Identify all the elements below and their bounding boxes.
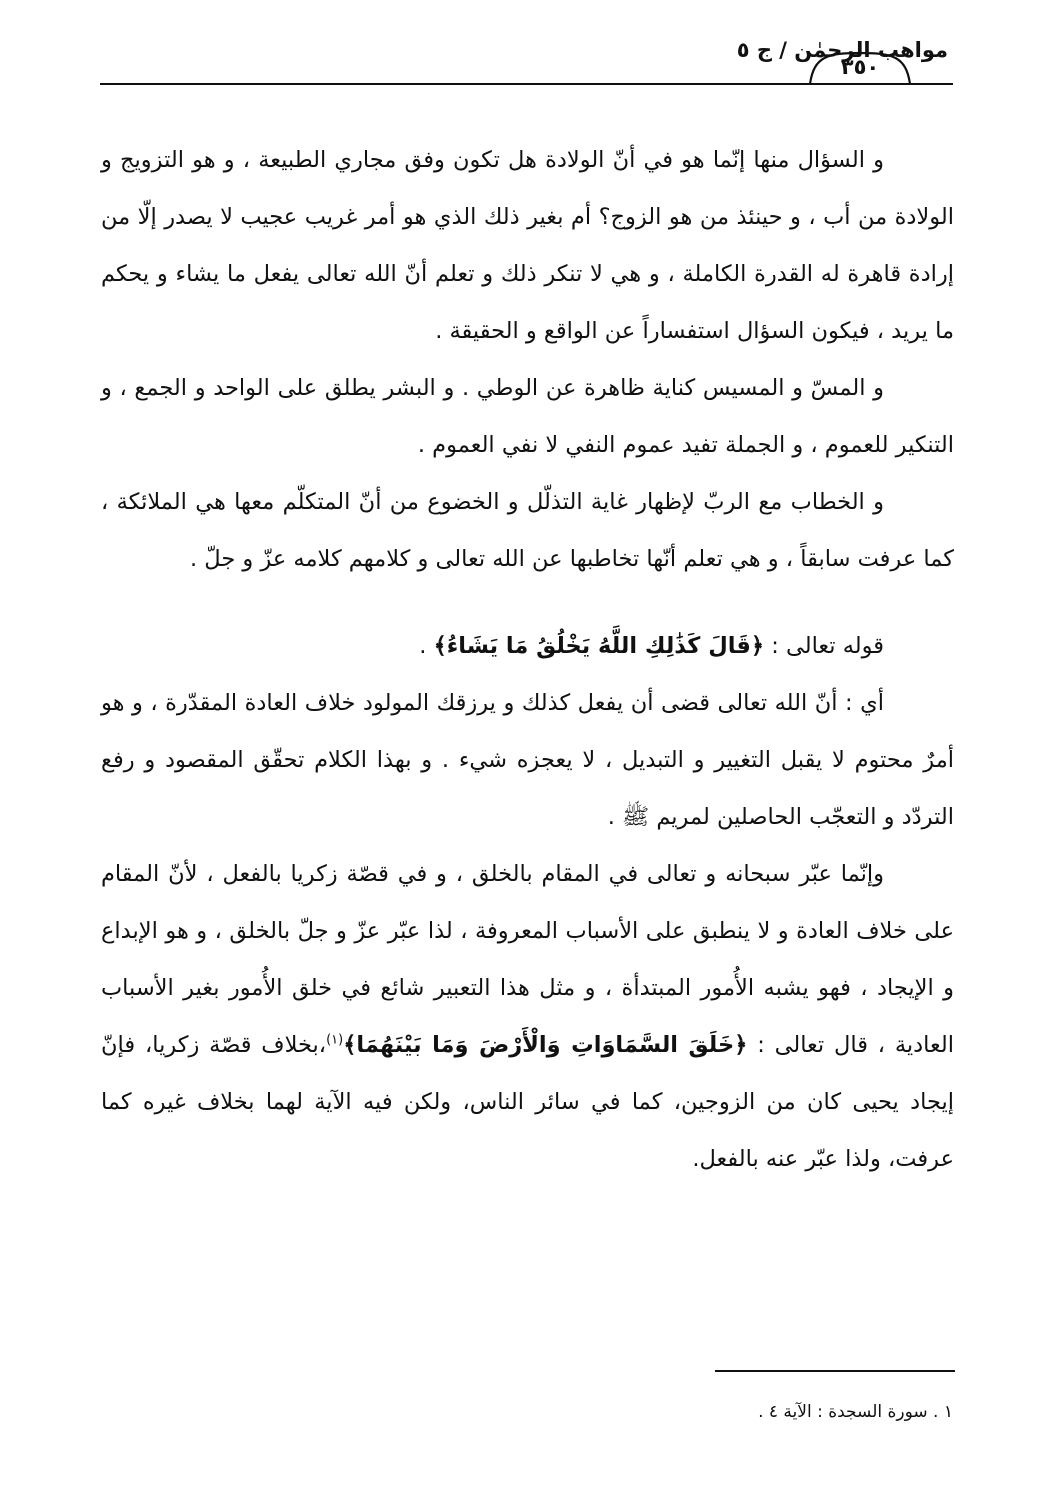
page-number-badge	[808, 50, 912, 86]
footnote-marker: (١)	[326, 1032, 344, 1048]
paragraph-6	[101, 846, 954, 1188]
quran-verse: ﴿قَالَ كَذَٰلِكِ اللَّهُ يَخْلُقُ مَا يَشَاءُ﴾	[433, 633, 765, 659]
paragraph-6-part-1: وإنّما عبّر سبحانه و تعالى في المقام بالخلق ، و في قصّة زكريا بالفعل ، لأنّ المقام على خلاف العادة و لا ينطبق على الأسباب المعروفة ، لذا عبّر عزّ و جلّ بالخلق ، و هو الإبداع و الإيجاد ، فهو يشبه الأُمور المبتدأة ، و مثل هذا التعبير شائع في خلق الأُمور بغير الأسباب العادية ، قال تعالى :	[101, 861, 954, 1058]
paragraph-3: و الخطاب مع الربّ لإظهار غاية التذلّل و الخضوع من أنّ المتكلّم معها هي الملائكة ، كما عرفت سابقاً ، و هي تعلم أنّها تخاطبها عن الله تعالى و كلامهم كلامه عزّ و جلّ .	[101, 489, 954, 572]
paragraph-6-part-2: ،بخلاف قصّة زكريا، فإنّ إيجاد يحيى كان من الزوجين، كما في سائر الناس، ولكن فيه الآية لهما بخلاف غيره كما عرفت، ولذا عبّر عنه بالفعل.	[101, 1032, 954, 1172]
paragraph-4	[101, 618, 954, 675]
verse-end: .	[419, 633, 434, 659]
footnote-rule	[715, 1370, 955, 1372]
running-title: مواهب الرحمٰن / ج ٥	[736, 38, 948, 62]
paragraph-5: أي : أنّ الله تعالى قضى أن يفعل كذلك و يرزقك المولود خلاف العادة المقدّرة ، و هو أمرٌ محتوم لا يقبل التغيير و التبديل ، لا يعجزه شيء . و بهذا الكلام تحقّق المقصود و رفع التردّد و التعجّب الحاصلين لمريم ﷺ .	[101, 690, 954, 830]
body-text	[101, 132, 954, 1188]
quran-verse-2: ﴿خَلَقَ السَّمَاوَاتِ وَالْأَرْضَ وَمَا بَيْنَهُمَا﴾	[343, 1032, 748, 1058]
paragraph-1: و السؤال منها إنّما هو في أنّ الولادة هل تكون وفق مجاري الطبيعة ، و هو التزويج و الولادة من أب ، و حينئذ من هو الزوج؟ أم بغير ذلك الذي هو أمر غريب عجيب لا يصدر إلّا من إرادة قاهرة له القدرة الكاملة ، و هي لا تنكر ذلك و تعلم أنّ الله تعالى يفعل ما يشاء و يحكم ما يريد ، فيكون السؤال استفساراً عن الواقع و الحقيقة .	[101, 147, 954, 344]
paragraph-2: و المسّ و المسيس كناية ظاهرة عن الوطي . و البشر يطلق على الواحد و الجمع ، و التنكير للعموم ، و الجملة تفيد عموم النفي لا نفي العموم .	[101, 375, 954, 458]
header-rule	[100, 83, 953, 85]
footnote: ١ . سورة السجدة : الآية ٤ .	[758, 1402, 953, 1422]
verse-lead: قوله تعالى :	[764, 633, 884, 659]
page-number: ٣٥٠	[840, 55, 880, 79]
